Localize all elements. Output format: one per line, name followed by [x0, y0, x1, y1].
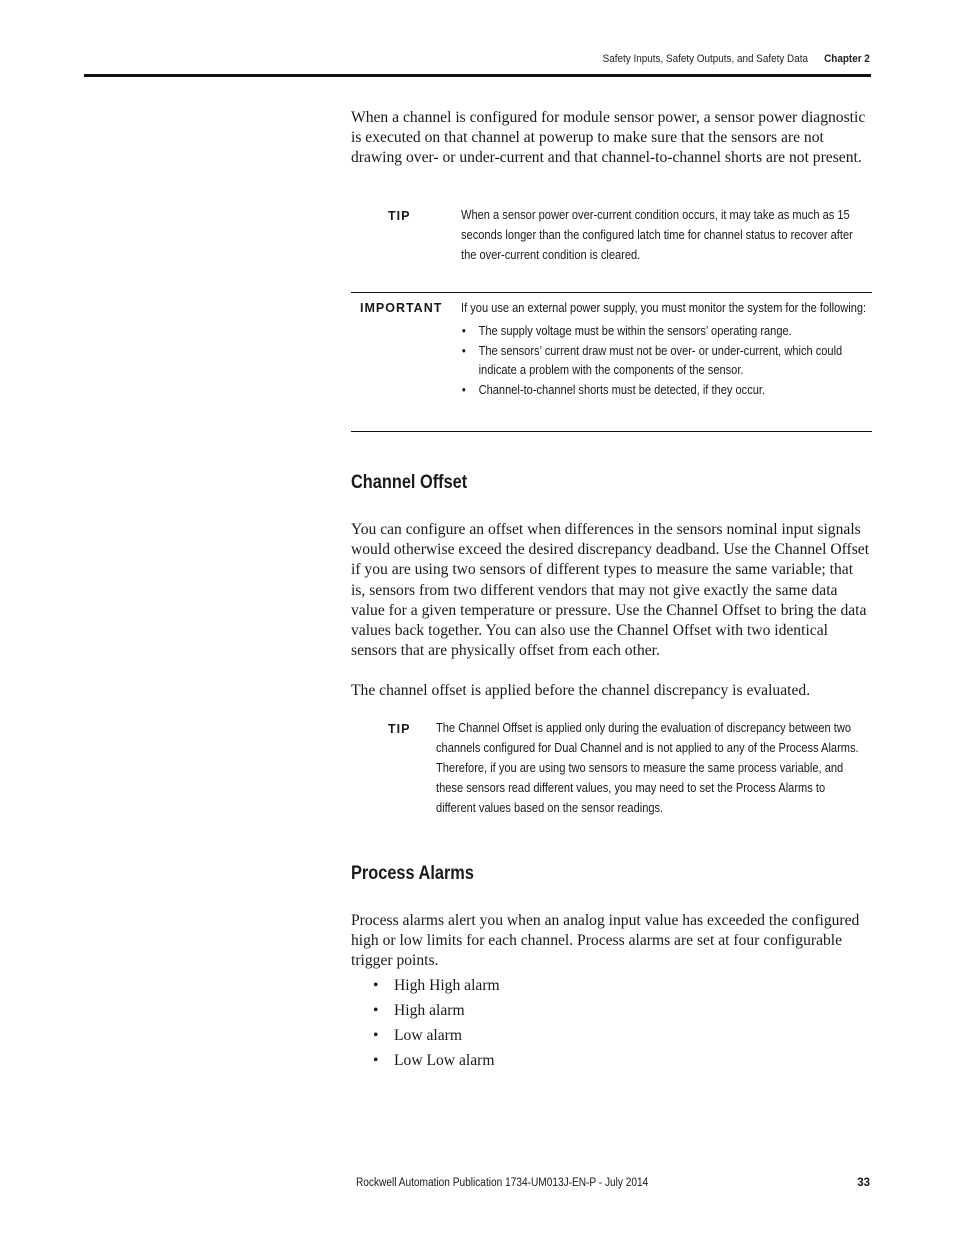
publication-info: Rockwell Automation Publication 1734-UM013J-EN-P - July 2014	[356, 1177, 649, 1189]
process-alarms-block	[351, 911, 871, 972]
important-text: If you use an external power supply, you must monitor the system for the following:	[461, 301, 867, 315]
list-item: • Low Low alarm	[373, 1048, 500, 1073]
header-section-title: Safety Inputs, Safety Outputs, and Safety Data	[602, 53, 809, 65]
important-item: • The supply voltage must be within the sensors’ operating range.	[479, 322, 871, 341]
running-header	[603, 53, 870, 65]
important-label: IMPORTANT	[360, 301, 443, 315]
channel-offset-paragraph-1: You can configure an offset when differences in the sensors nominal input signals would otherwise exceed the desired discrepancy deadband. Use the Channel Offset if you are using two sensors of different types to measure the same variable; that is, sensors from two different vendors that may not give exactly the same data value for a given temperature or pressure. Use the Channel Offset to bring the data values back together. You can also use the Channel Offset with two identical sensors that are physically offset from each other.	[351, 521, 870, 660]
intro-block	[351, 108, 871, 169]
tip-text: The Channel Offset is applied only during the evaluation of discrepancy between two channels configured for Dual Channel and is not applied to any of the Process Alarms. Therefore, if you are using two sensors to measure the same process variable, and these sensors read different values, you may need to set the Process Alarms to different values based on the sensor readings.	[436, 721, 859, 815]
tip-text: When a sensor power over-current condition occurs, it may take as much as 15 seconds longer than the configured latch time for channel status to recover after the over-current condition is cleared.	[461, 208, 853, 262]
alarm-list	[373, 973, 500, 1073]
intro-paragraph: When a channel is configured for module sensor power, a sensor power diagnostic is executed on that channel at powerup to make sure that the sensors are not drawing over- or under-current and that channel-to-channel shorts are not present.	[351, 109, 866, 167]
header-chapter: Chapter 2	[824, 53, 870, 65]
channel-offset-paragraph-2: The channel offset is applied before the channel discrepancy is evaluated.	[351, 682, 811, 700]
heading-channel-offset: Channel Offset	[351, 472, 468, 493]
channel-offset-block	[351, 520, 871, 702]
heading-process-alarms: Process Alarms	[351, 863, 474, 884]
process-alarms-paragraph: Process alarms alert you when an analog input value has exceeded the configured high or low limits for each channel. Process alarms are set at four configurable trigger points.	[351, 912, 860, 970]
tip-label: TIP	[388, 722, 411, 736]
list-item: • High High alarm	[373, 973, 500, 998]
tip-label: TIP	[388, 209, 411, 223]
important-item: • The sensors’ current draw must not be over- or under-current, which could indicate a problem with the components of the sensor.	[479, 342, 871, 380]
important-content	[461, 298, 870, 401]
important-list	[461, 322, 870, 400]
list-item: • High alarm	[373, 998, 500, 1023]
header-rule	[84, 74, 871, 77]
list-item: • Low alarm	[373, 1023, 500, 1048]
tip-box-channel-offset	[351, 718, 872, 823]
tip-box-sensor-power	[351, 205, 872, 275]
page-number: 33	[857, 1177, 870, 1189]
important-item: • Channel-to-channel shorts must be detected, if they occur.	[479, 381, 871, 400]
important-box	[351, 292, 872, 432]
